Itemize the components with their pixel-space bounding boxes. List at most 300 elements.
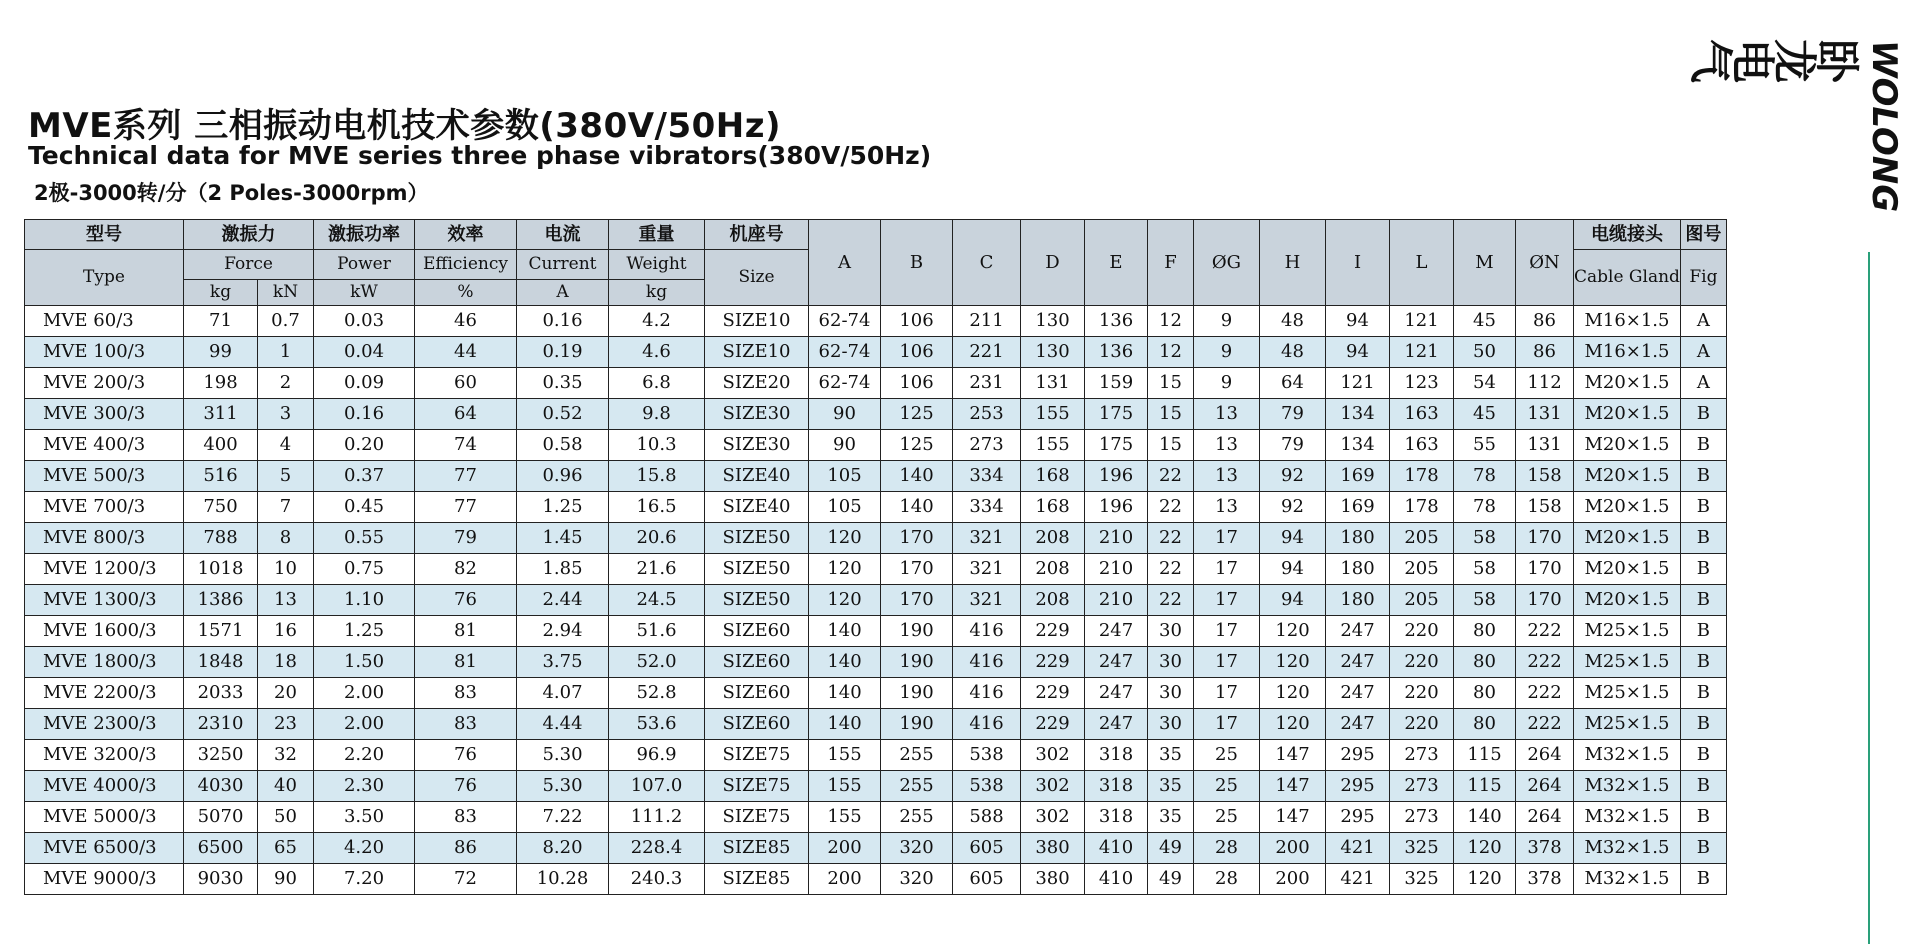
cell-dim-b: 170 [881,554,953,585]
cell-model: MVE 1200/3 [25,554,184,585]
cell-model: MVE 5000/3 [25,802,184,833]
cell-force-kg: 9030 [184,864,258,895]
cell-dim-g: 28 [1194,833,1260,864]
cell-dim-d: 229 [1021,647,1085,678]
cell-force-kn: 18 [258,647,314,678]
cell-dim-d: 229 [1021,616,1085,647]
cell-dim-h: 147 [1260,802,1326,833]
cell-current: 4.44 [517,709,609,740]
cell-dim-g: 9 [1194,306,1260,337]
cell-dim-c: 334 [953,461,1021,492]
cell-model: MVE 200/3 [25,368,184,399]
cell-weight: 111.2 [609,802,705,833]
cell-force-kn: 65 [258,833,314,864]
cell-dim-m: 120 [1454,833,1516,864]
technical-data-table [24,219,1727,895]
cell-dim-a: 155 [809,740,881,771]
cell-dim-g: 9 [1194,368,1260,399]
cell-efficiency: 77 [415,461,517,492]
cell-force-kg: 2310 [184,709,258,740]
cell-force-kg: 516 [184,461,258,492]
cell-force-kg: 198 [184,368,258,399]
cell-current: 2.94 [517,616,609,647]
cell-current: 8.20 [517,833,609,864]
cell-dim-d: 208 [1021,554,1085,585]
cell-weight: 6.8 [609,368,705,399]
cell-weight: 16.5 [609,492,705,523]
cell-dim-m: 58 [1454,523,1516,554]
table-row [25,709,1727,740]
cell-efficiency: 76 [415,771,517,802]
cell-dim-l: 325 [1390,864,1454,895]
cell-force-kn: 4 [258,430,314,461]
cell-power: 4.20 [314,833,415,864]
cell-power: 0.04 [314,337,415,368]
cell-dim-m: 55 [1454,430,1516,461]
cell-dim-d: 168 [1021,492,1085,523]
cell-dim-a: 140 [809,709,881,740]
col-size-cn: 机座号 [705,220,809,250]
cell-dim-n: 264 [1516,740,1574,771]
cell-dim-g: 9 [1194,337,1260,368]
cell-cable-gland: M20×1.5 [1574,399,1681,430]
cell-dim-h: 79 [1260,399,1326,430]
cell-dim-m: 120 [1454,864,1516,895]
cell-weight: 4.6 [609,337,705,368]
cell-dim-l: 220 [1390,709,1454,740]
cell-dim-i: 180 [1326,585,1390,616]
cell-dim-h: 147 [1260,740,1326,771]
cell-dim-g: 13 [1194,492,1260,523]
cell-dim-i: 94 [1326,306,1390,337]
table-row [25,461,1727,492]
cell-dim-f: 49 [1148,833,1194,864]
cell-dim-m: 58 [1454,554,1516,585]
cell-model: MVE 100/3 [25,337,184,368]
cell-weight: 10.3 [609,430,705,461]
cell-cable-gland: M25×1.5 [1574,678,1681,709]
cell-efficiency: 72 [415,864,517,895]
cell-dim-a: 155 [809,802,881,833]
cell-dim-b: 255 [881,802,953,833]
cell-dim-g: 13 [1194,430,1260,461]
cell-dim-e: 159 [1085,368,1148,399]
cell-fig: B [1680,430,1726,461]
col-weight-en: Weight [609,250,705,280]
cell-power: 1.25 [314,616,415,647]
cell-force-kg: 1571 [184,616,258,647]
page-title: MVE系列 三相振动电机技术参数(380V/50Hz) [28,106,782,146]
cell-weight: 52.0 [609,647,705,678]
cell-current: 1.25 [517,492,609,523]
cell-dim-i: 295 [1326,802,1390,833]
col-dim-l: L [1390,220,1454,306]
cell-dim-f: 15 [1148,368,1194,399]
cell-efficiency: 83 [415,709,517,740]
cell-power: 0.16 [314,399,415,430]
cell-dim-e: 175 [1085,430,1148,461]
cell-cable-gland: M25×1.5 [1574,647,1681,678]
cell-fig: B [1680,523,1726,554]
cell-dim-a: 90 [809,399,881,430]
cell-dim-h: 48 [1260,337,1326,368]
cell-dim-b: 190 [881,678,953,709]
col-efficiency-cn: 效率 [415,220,517,250]
cell-power: 0.37 [314,461,415,492]
cell-size: SIZE50 [705,585,809,616]
cell-dim-c: 605 [953,833,1021,864]
cell-model: MVE 1800/3 [25,647,184,678]
cell-efficiency: 77 [415,492,517,523]
cell-dim-i: 180 [1326,523,1390,554]
page-title-english: Technical data for MVE series three phase vibrators(380V/50Hz) [28,141,932,170]
table-row [25,430,1727,461]
cell-dim-f: 22 [1148,461,1194,492]
cell-force-kn: 16 [258,616,314,647]
cell-dim-i: 421 [1326,864,1390,895]
cell-fig: B [1680,554,1726,585]
table-row [25,492,1727,523]
table-row [25,337,1727,368]
cell-efficiency: 74 [415,430,517,461]
cell-dim-c: 211 [953,306,1021,337]
cell-dim-f: 15 [1148,430,1194,461]
cell-dim-n: 131 [1516,430,1574,461]
col-current-unit: A [517,280,609,306]
cell-dim-h: 147 [1260,771,1326,802]
cell-dim-i: 94 [1326,337,1390,368]
cell-power: 0.55 [314,523,415,554]
cell-dim-b: 190 [881,616,953,647]
cell-force-kg: 4030 [184,771,258,802]
cell-dim-a: 140 [809,616,881,647]
cell-current: 5.30 [517,740,609,771]
cell-dim-e: 210 [1085,585,1148,616]
cell-dim-c: 416 [953,647,1021,678]
cell-current: 1.85 [517,554,609,585]
cell-force-kn: 13 [258,585,314,616]
cell-dim-e: 196 [1085,461,1148,492]
cell-model: MVE 2200/3 [25,678,184,709]
cell-efficiency: 86 [415,833,517,864]
col-type-en: Type [25,250,184,306]
cell-fig: A [1680,337,1726,368]
cell-dim-m: 115 [1454,740,1516,771]
cell-size: SIZE85 [705,864,809,895]
cell-dim-c: 221 [953,337,1021,368]
cell-size: SIZE20 [705,368,809,399]
cell-size: SIZE10 [705,306,809,337]
cell-current: 0.52 [517,399,609,430]
cell-power: 1.50 [314,647,415,678]
cell-cable-gland: M32×1.5 [1574,802,1681,833]
cell-dim-m: 45 [1454,306,1516,337]
cell-force-kn: 0.7 [258,306,314,337]
cell-power: 2.30 [314,771,415,802]
cell-dim-n: 222 [1516,616,1574,647]
cell-dim-l: 205 [1390,523,1454,554]
cell-force-kg: 750 [184,492,258,523]
cell-dim-h: 120 [1260,709,1326,740]
cell-dim-f: 30 [1148,647,1194,678]
cell-dim-d: 155 [1021,430,1085,461]
cell-weight: 24.5 [609,585,705,616]
cell-dim-c: 588 [953,802,1021,833]
cell-dim-i: 247 [1326,647,1390,678]
cell-dim-m: 115 [1454,771,1516,802]
cell-power: 2.00 [314,709,415,740]
cell-cable-gland: M16×1.5 [1574,306,1681,337]
cell-dim-l: 205 [1390,585,1454,616]
cell-dim-l: 220 [1390,616,1454,647]
col-dim-e: E [1085,220,1148,306]
cell-dim-d: 155 [1021,399,1085,430]
col-dim-m: M [1454,220,1516,306]
cell-dim-h: 64 [1260,368,1326,399]
cell-cable-gland: M25×1.5 [1574,616,1681,647]
cell-force-kg: 5070 [184,802,258,833]
cell-dim-d: 130 [1021,306,1085,337]
cell-size: SIZE40 [705,492,809,523]
col-current-cn: 电流 [517,220,609,250]
cell-fig: B [1680,709,1726,740]
header-row-cn [25,220,1727,250]
cell-dim-d: 208 [1021,585,1085,616]
accent-divider [1868,252,1870,944]
col-gland-cn: 电缆接头 [1574,220,1681,250]
cell-dim-n: 86 [1516,306,1574,337]
cell-dim-c: 253 [953,399,1021,430]
cell-efficiency: 83 [415,678,517,709]
table-row [25,523,1727,554]
cell-dim-b: 106 [881,337,953,368]
cell-size: SIZE75 [705,771,809,802]
cell-dim-a: 90 [809,430,881,461]
table-row [25,616,1727,647]
cell-force-kn: 7 [258,492,314,523]
cell-current: 4.07 [517,678,609,709]
cell-dim-b: 106 [881,368,953,399]
col-dim-i: I [1326,220,1390,306]
cell-weight: 21.6 [609,554,705,585]
cell-model: MVE 6500/3 [25,833,184,864]
cell-dim-a: 140 [809,647,881,678]
cell-force-kn: 23 [258,709,314,740]
cell-power: 2.20 [314,740,415,771]
cell-fig: B [1680,647,1726,678]
cell-model: MVE 1600/3 [25,616,184,647]
col-type-cn: 型号 [25,220,184,250]
cell-force-kn: 40 [258,771,314,802]
col-dim-g: ØG [1194,220,1260,306]
cell-cable-gland: M32×1.5 [1574,771,1681,802]
cell-dim-f: 22 [1148,523,1194,554]
cell-dim-d: 380 [1021,864,1085,895]
cell-cable-gland: M20×1.5 [1574,461,1681,492]
cell-force-kg: 1018 [184,554,258,585]
cell-dim-e: 247 [1085,647,1148,678]
cell-size: SIZE60 [705,616,809,647]
cell-power: 0.75 [314,554,415,585]
cell-dim-c: 321 [953,585,1021,616]
cell-efficiency: 76 [415,585,517,616]
cell-dim-i: 247 [1326,616,1390,647]
cell-dim-f: 22 [1148,585,1194,616]
cell-dim-d: 302 [1021,802,1085,833]
cell-force-kg: 788 [184,523,258,554]
cell-dim-b: 170 [881,585,953,616]
cell-cable-gland: M32×1.5 [1574,833,1681,864]
cell-current: 2.44 [517,585,609,616]
cell-current: 0.19 [517,337,609,368]
cell-dim-f: 30 [1148,678,1194,709]
cell-size: SIZE50 [705,554,809,585]
cell-dim-c: 538 [953,771,1021,802]
cell-power: 2.00 [314,678,415,709]
cell-force-kn: 20 [258,678,314,709]
cell-dim-h: 120 [1260,616,1326,647]
cell-dim-d: 302 [1021,740,1085,771]
cell-dim-h: 79 [1260,430,1326,461]
cell-efficiency: 60 [415,368,517,399]
cell-dim-m: 58 [1454,585,1516,616]
cell-weight: 240.3 [609,864,705,895]
cell-dim-c: 416 [953,616,1021,647]
cell-force-kn: 5 [258,461,314,492]
cell-dim-f: 35 [1148,802,1194,833]
cell-weight: 228.4 [609,833,705,864]
cell-model: MVE 2300/3 [25,709,184,740]
cell-dim-b: 190 [881,647,953,678]
cell-dim-n: 222 [1516,709,1574,740]
cell-dim-n: 264 [1516,771,1574,802]
col-weight-unit: kg [609,280,705,306]
cell-dim-b: 125 [881,399,953,430]
cell-dim-l: 220 [1390,678,1454,709]
cell-dim-n: 264 [1516,802,1574,833]
cell-dim-l: 273 [1390,771,1454,802]
col-dim-h: H [1260,220,1326,306]
cell-efficiency: 81 [415,647,517,678]
cell-dim-d: 131 [1021,368,1085,399]
cell-power: 0.45 [314,492,415,523]
cell-fig: B [1680,585,1726,616]
cell-dim-i: 134 [1326,430,1390,461]
cell-force-kn: 8 [258,523,314,554]
cell-force-kg: 71 [184,306,258,337]
col-dim-n: ØN [1516,220,1574,306]
cell-dim-f: 30 [1148,616,1194,647]
cell-fig: B [1680,864,1726,895]
cell-dim-g: 13 [1194,461,1260,492]
cell-dim-l: 220 [1390,647,1454,678]
cell-weight: 9.8 [609,399,705,430]
cell-force-kn: 90 [258,864,314,895]
cell-dim-l: 121 [1390,337,1454,368]
cell-dim-l: 273 [1390,802,1454,833]
cell-dim-n: 222 [1516,647,1574,678]
cell-efficiency: 64 [415,399,517,430]
col-dim-f: F [1148,220,1194,306]
table-row [25,802,1727,833]
col-dim-b: B [881,220,953,306]
cell-efficiency: 82 [415,554,517,585]
cell-weight: 20.6 [609,523,705,554]
cell-dim-a: 105 [809,492,881,523]
cell-dim-g: 17 [1194,647,1260,678]
col-force-cn: 激振力 [184,220,314,250]
page-subtitle: 2极-3000转/分（2 Poles-3000rpm） [34,181,429,205]
cell-cable-gland: M32×1.5 [1574,864,1681,895]
cell-size: SIZE60 [705,678,809,709]
cell-dim-h: 120 [1260,678,1326,709]
cell-dim-f: 30 [1148,709,1194,740]
cell-dim-d: 380 [1021,833,1085,864]
cell-fig: B [1680,678,1726,709]
cell-dim-l: 273 [1390,740,1454,771]
cell-dim-a: 120 [809,554,881,585]
cell-dim-n: 378 [1516,833,1574,864]
cell-dim-e: 136 [1085,337,1148,368]
cell-dim-c: 231 [953,368,1021,399]
cell-size: SIZE85 [705,833,809,864]
table-row [25,864,1727,895]
cell-dim-g: 25 [1194,771,1260,802]
col-efficiency-unit: % [415,280,517,306]
cell-dim-f: 15 [1148,399,1194,430]
cell-dim-g: 17 [1194,554,1260,585]
cell-dim-b: 255 [881,771,953,802]
cell-dim-m: 80 [1454,709,1516,740]
cell-dim-n: 170 [1516,523,1574,554]
cell-force-kn: 50 [258,802,314,833]
cell-dim-l: 178 [1390,492,1454,523]
table-row [25,399,1727,430]
cell-efficiency: 81 [415,616,517,647]
cell-dim-i: 121 [1326,368,1390,399]
cell-dim-l: 163 [1390,399,1454,430]
cell-dim-h: 200 [1260,833,1326,864]
cell-dim-i: 421 [1326,833,1390,864]
cell-dim-h: 120 [1260,647,1326,678]
col-dim-a: A [809,220,881,306]
cell-efficiency: 76 [415,740,517,771]
cell-dim-g: 25 [1194,802,1260,833]
cell-dim-c: 273 [953,430,1021,461]
cell-dim-m: 80 [1454,678,1516,709]
cell-dim-n: 112 [1516,368,1574,399]
cell-dim-e: 175 [1085,399,1148,430]
cell-dim-d: 229 [1021,678,1085,709]
col-force-unit-kg: kg [184,280,258,306]
table-row [25,585,1727,616]
cell-dim-c: 334 [953,492,1021,523]
col-gland-en: Cable Gland [1574,250,1681,306]
cell-dim-b: 170 [881,523,953,554]
col-weight-cn: 重量 [609,220,705,250]
cell-dim-n: 158 [1516,461,1574,492]
cell-dim-m: 140 [1454,802,1516,833]
cell-force-kg: 1386 [184,585,258,616]
cell-dim-g: 13 [1194,399,1260,430]
cell-dim-l: 325 [1390,833,1454,864]
cell-force-kg: 99 [184,337,258,368]
col-dim-c: C [953,220,1021,306]
table-body [25,306,1727,895]
cell-fig: A [1680,306,1726,337]
cell-dim-l: 121 [1390,306,1454,337]
cell-fig: B [1680,802,1726,833]
